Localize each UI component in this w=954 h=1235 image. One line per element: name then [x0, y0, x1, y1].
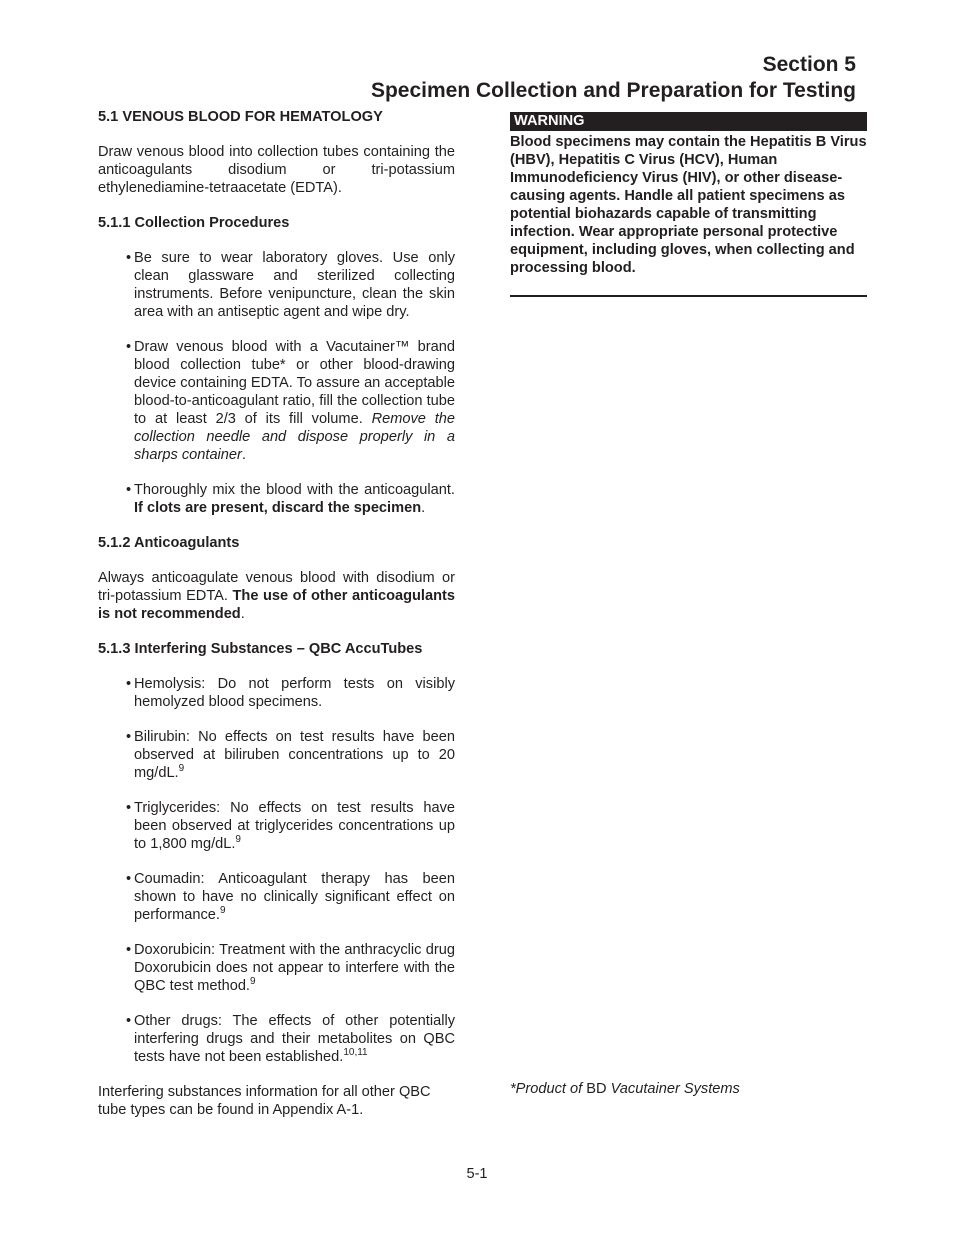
- list-item: [126, 870, 455, 924]
- footnote-italic: Vacutainer Systems: [610, 1081, 740, 1097]
- divider: [510, 295, 867, 297]
- punctuation: .: [421, 500, 426, 516]
- list-item: [126, 481, 455, 517]
- bullet-icon: •: [126, 1013, 132, 1029]
- intro-paragraph: Draw venous blood into collection tubes containing the anticoagulants disodium or tri-potassium ethylenediamine-tetraacetate (EDTA).: [98, 144, 455, 196]
- list-item-italic: Remove the collection needle and dispose properly in a sharps container: [134, 411, 455, 463]
- paragraph-bold: The use of other anticoagulants is not recommended: [98, 588, 455, 622]
- interfering-substances-list: [98, 675, 455, 1066]
- closing-paragraph: Interfering substances information for all other QBC tube types can be found in Appendix A-1.: [98, 1084, 431, 1118]
- bullet-icon: •: [126, 339, 132, 355]
- bullet-icon: •: [126, 942, 132, 958]
- heading-5-1: 5.1 VENOUS BLOOD FOR HEMATOLOGY: [98, 109, 383, 125]
- list-item: [126, 338, 455, 464]
- bullet-icon: •: [126, 729, 132, 745]
- list-item: [126, 941, 455, 995]
- bullet-icon: •: [126, 676, 132, 692]
- reference: 9: [235, 834, 241, 846]
- bullet-icon: •: [126, 482, 132, 498]
- reference: 9: [178, 763, 185, 775]
- reference: 9: [219, 905, 226, 917]
- list-item-text: [134, 338, 455, 464]
- left-column: [98, 108, 455, 1136]
- section-title: Specimen Collection and Preparation for Testing: [370, 79, 856, 102]
- list-item-main: Draw venous blood with a Vacutainer™ brand blood collection tube* or other blood-drawing device containing EDTA. To assure an acceptable blood-to-anticoagulant ratio, fill the collection tube to at least 2/3 of its fill volume.: [134, 339, 455, 427]
- bullet-icon: •: [126, 800, 132, 816]
- section-number: Section 5: [762, 53, 856, 76]
- list-item-main: Bilirubin: No effects on test results have been observed at biliruben concentrations up to 20 mg/dL.: [134, 729, 455, 781]
- reference: 9: [250, 976, 256, 988]
- list-item-text: [134, 941, 455, 995]
- list-item-text: Hemolysis: Do not perform tests on visibly hemolyzed blood specimens.: [134, 676, 455, 710]
- bullet-icon: •: [126, 871, 132, 887]
- heading-5-1-3: 5.1.3 Interfering Substances – QBC AccuTubes: [98, 641, 423, 657]
- punctuation: .: [241, 447, 246, 463]
- footnote-brand: BD: [586, 1081, 607, 1097]
- list-item: [126, 728, 455, 782]
- warning-text: Blood specimens may contain the Hepatitis B Virus (HBV), Hepatitis C Virus (HCV), Human Immunodeficiency Virus (HIV), or other disease-causing agents. Handle all patient specimens as potential biohazards capable of transmitting infection. Wear appropriate personal protective equipment, including gloves, when collecting and processing blood.: [510, 134, 867, 276]
- list-item-main: Triglycerides: No effects on test results have been observed at triglycerides concentrations up to 1,800 mg/dL.: [134, 800, 455, 852]
- footnote: [510, 1081, 740, 1097]
- list-item-text: [134, 799, 455, 853]
- heading-5-1-2: 5.1.2 Anticoagulants: [98, 535, 240, 551]
- list-item-bold: If clots are present, discard the specimen: [134, 500, 422, 516]
- list-item: [126, 799, 455, 853]
- heading-5-1-1: 5.1.1 Collection Procedures: [98, 215, 290, 231]
- list-item-text: [134, 870, 455, 924]
- list-item-main: Other drugs: The effects of other potentially interfering drugs and their metabolites on QBC tests have not been established.: [134, 1013, 455, 1065]
- page-header: [371, 52, 856, 104]
- list-item-main: Coumadin: Anticoagulant therapy has been shown to have no clinically significant effect on performance.: [134, 871, 455, 923]
- anticoagulants-paragraph: [98, 569, 455, 623]
- list-item-main: Doxorubicin: Treatment with the anthracyclic drug Doxorubicin does not appear to interfere with the QBC test method.: [134, 942, 455, 994]
- list-item-text: [134, 1012, 455, 1066]
- list-item-text: [134, 481, 455, 517]
- right-column: [510, 112, 867, 297]
- punctuation: .: [240, 606, 245, 622]
- collection-procedures-list: [98, 249, 455, 517]
- list-item-text: Be sure to wear laboratory gloves. Use only clean glassware and sterilized collecting instruments. Before venipuncture, clean the skin area with an antiseptic agent and wipe dry.: [134, 250, 455, 320]
- list-item: [126, 249, 455, 321]
- warning-label: WARNING: [510, 112, 867, 131]
- paragraph-main: Always anticoagulate venous blood with disodium or tri-potassium EDTA.: [98, 570, 455, 604]
- list-item: [126, 675, 455, 711]
- list-item-main: Thoroughly mix the blood with the anticoagulant.: [134, 482, 455, 498]
- footnote-italic: *Product of: [510, 1081, 583, 1097]
- list-item: [126, 1012, 455, 1066]
- bullet-icon: •: [126, 250, 132, 266]
- page-number: 5-1: [466, 1166, 488, 1182]
- reference: 10,11: [343, 1047, 368, 1059]
- list-item-text: [134, 728, 455, 782]
